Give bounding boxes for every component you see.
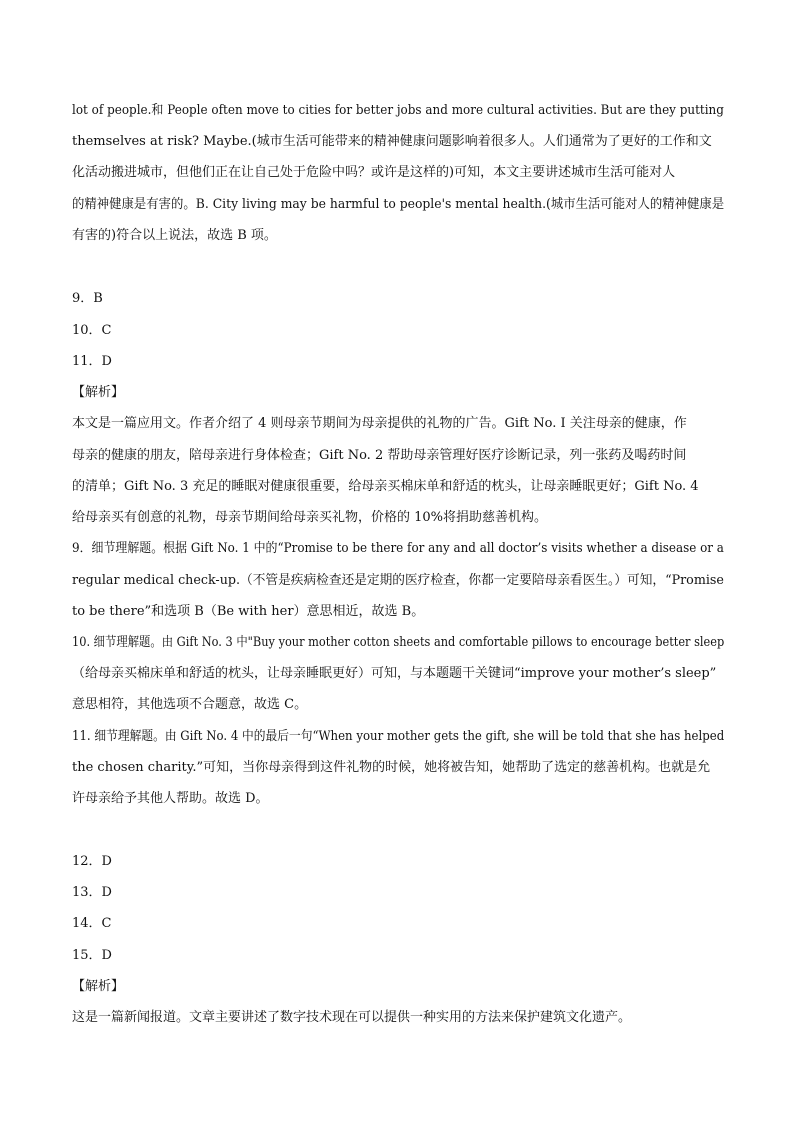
paragraph-line: to be there”和选项 B（Be with her）意思相近，故选 B。 (72, 604, 425, 619)
paragraph-line: 给母亲买有创意的礼物，母亲节期间给母亲买礼物，价格的 10%将捐助慈善机构。 (72, 510, 548, 525)
paragraph-line: 母亲的健康的朋友，陪母亲进行身体检查；Gift No. 2 帮助母亲管理好医疗诊断记录，列一张药及喝药时间 (72, 448, 687, 463)
paragraph-line: （给母亲买棉床单和舒适的枕头，让母亲睡眠更好）可知，与本题题干关键词“improve your mother’s sleep” (72, 666, 717, 681)
paragraph-line: 11. 细节理解题。由 Gift No. 4 中的最后一句“When your mother gets the gift, she will be told that she has helped (72, 729, 725, 744)
answer-item: 15．D (72, 948, 112, 963)
paragraph-line: 意思相符，其他选项不合题意，故选 C。 (72, 697, 308, 712)
analysis-heading: 【解析】 (72, 385, 125, 400)
paragraph-line: themselves at risk? Maybe.(城市生活可能带来的精神健康问题影响着很多人。人们通常为了更好的工作和文 (72, 134, 712, 149)
paragraph-line: the chosen charity.”可知，当你母亲得到这件礼物的时候，她将被告知，她帮助了选定的慈善机构。也就是允 (72, 760, 711, 775)
analysis-heading: 【解析】 (72, 979, 125, 994)
paragraph-line: 本文是一篇应用文。作者介绍了 4 则母亲节期间为母亲提供的礼物的广告。Gift No. I 关注母亲的健康，作 (72, 416, 687, 431)
answer-item: 11．D (72, 354, 112, 369)
paragraph-line: lot of people.和 People often move to cities for better jobs and more cultural activities. But are they putting (72, 103, 724, 118)
answer-item: 13．D (72, 885, 112, 900)
answer-item: 9．B (72, 291, 103, 306)
answer-item: 14．C (72, 916, 112, 931)
paragraph-line: 的精神健康是有害的。B. City living may be harmful to people's mental health.(城市生活可能对人的精神健康是 (72, 197, 725, 212)
answer-item: 12．D (72, 854, 112, 869)
paragraph-line: 10. 细节理解题。由 Gift No. 3 中"Buy your mother cotton sheets and comfortable pillows to encourage better sleep (72, 635, 725, 650)
paragraph-line: 有害的)符合以上说法，故选 B 项。 (72, 228, 277, 243)
answer-item: 10．C (72, 323, 112, 338)
paragraph-line: 9．细节理解题。根据 Gift No. 1 中的“Promise to be there for any and all doctor’s visits whether a disease or a (72, 541, 724, 556)
paragraph-line: 这是一篇新闻报道。文章主要讲述了数字技术现在可以提供一种实用的方法来保护建筑文化遗产。 (72, 1010, 632, 1025)
paragraph-line: regular medical check-up.（不管是疾病检查还是定期的医疗检查，你都一定要陪母亲看医生。）可知，“Promise (72, 573, 724, 588)
paragraph-line: 化活动搬进城市，但他们正在让自己处于危险中吗？或许是这样的)可知，本文主要讲述城市生活可能对人 (72, 165, 676, 180)
paragraph-line: 许母亲给予其他人帮助。故选 D。 (72, 791, 269, 806)
paragraph-line: 的清单；Gift No. 3 充足的睡眠对健康很重要，给母亲买棉床单和舒适的枕头，让母亲睡眠更好；Gift No. 4 (72, 479, 699, 494)
